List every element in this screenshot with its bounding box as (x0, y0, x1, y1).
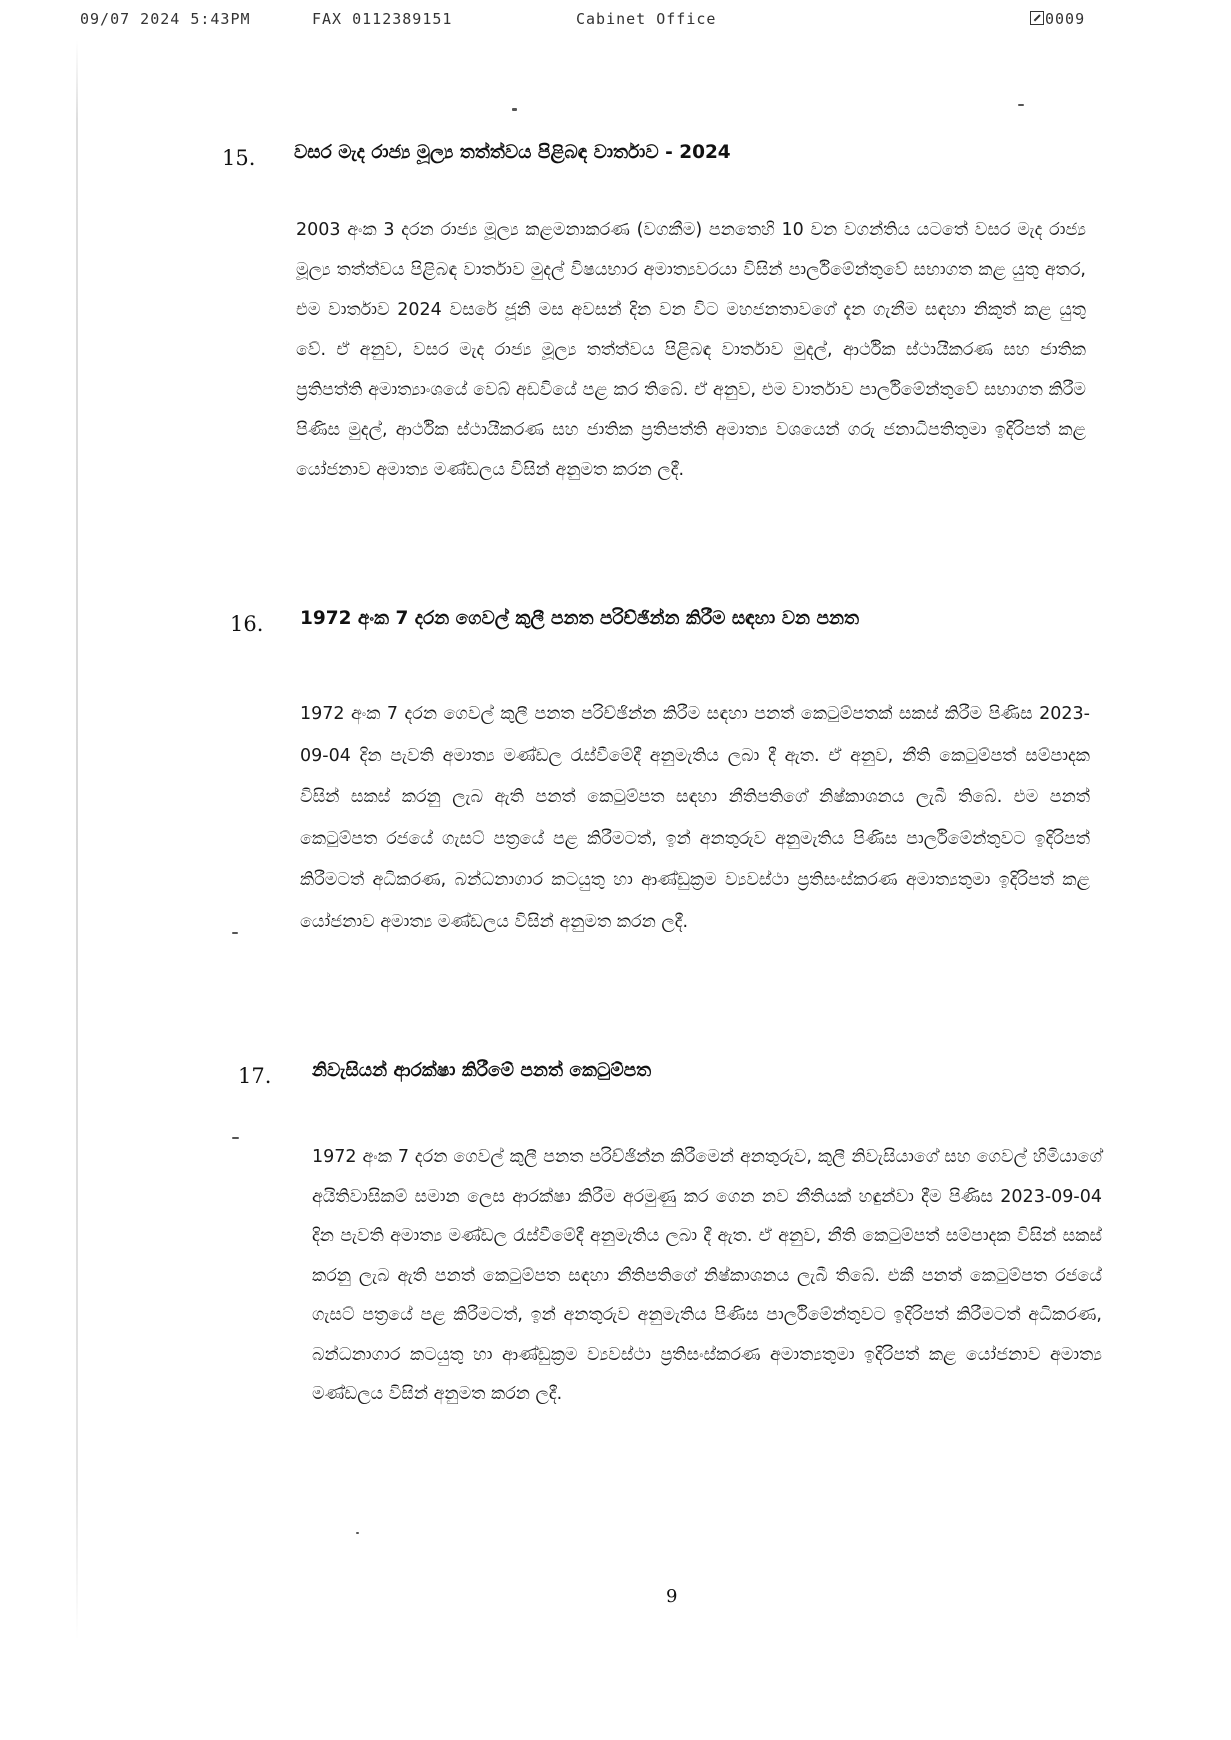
scan-margin-line (76, 40, 78, 1640)
scan-speck (232, 932, 238, 934)
fax-page-ref-number: 0009 (1045, 10, 1086, 28)
section-title-17: නිවැසියන් ආරක්ෂා කිරීමේ පනත් කෙටුම්පත (312, 1060, 652, 1081)
scan-speck (1018, 104, 1024, 106)
section-title-15: වසර මැද රාජ්‍ය මූල්‍ය තත්ත්වය පිළිබඳ වාර්තාව - 2024 (294, 142, 731, 163)
fax-page-ref (1030, 10, 1086, 28)
scan-speck (512, 108, 517, 111)
section-body-16: 1972 අංක 7 දරන ගෙවල් කුලී පනත පරිච්ඡින්න කිරීම සඳහා පනත් කෙටුම්පතක් සකස් කිරීම පිණිස 2023-09-04 දින පැවති අමාත්‍ය මණ්ඩල රැස්වීමේදී අනුමැතිය ලබා දී ඇත. ඒ අනුව, නීති කෙටුම්පත් සම්පාදක විසින් සකස් කරනු ලැබ ඇති පනත් කෙටුම්පත සඳහා නීතිපතිගේ නිෂ්කාශනය ලැබී තිබේ. එම පනත් කෙටුම්පත රජයේ ගැසට් පත්‍රයේ පළ කිරීමටත්, ඉන් අනතුරුව අනුමැතිය පිණිස පාර්ලිමේන්තුවට ඉදිරිපත් කිරීමටත් අධිකරණ, බන්ධනාගාර කටයුතු හා ආණ්ඩුක්‍රම ව්‍යවස්ථා ප්‍රතිසංස්කරණ අමාත්‍යතුමා ඉදිරිපත් කළ යෝජනාව අමාත්‍ය මණ්ඩලය විසින් අනුමත කරන ලදී. (300, 704, 1090, 932)
section-number-16: 16. (230, 612, 264, 636)
scan-speck (356, 1532, 359, 1534)
section-number-17: 17. (238, 1064, 272, 1088)
section-body-17: 1972 අංක 7 දරන ගෙවල් කුලී පනත පරිච්ඡින්න කිරීමෙන් අනතුරුව, කුලී නිවැසියාගේ සහ ගෙවල් හිමියාගේ අයිතිවාසිකම් සමාන ලෙස ආරක්ෂා කිරීම අරමුණු කර ගෙන නව නීතියක් හඳුන්වා දීම පිණිස 2023-09-04 දින පැවති අමාත්‍ය මණ්ඩල රැස්වීමේදී අනුමැතිය ලබා දී ඇත. ඒ අනුව, නීති කෙටුම්පත් සම්පාදක විසින් සකස් කරනු ලැබ ඇති පනත් කෙටුම්පත සඳහා නීතිපතිගේ නිෂ්කාශනය ලැබී තිබේ. එකී පනත් කෙටුම්පත රජයේ ගැසට් පත්‍රයේ පළ කිරීමටත්, ඉන් අනතුරුව අනුමැතිය පිණිස පාර්ලිමේන්තුවට ඉදිරිපත් කිරීමටත් අධිකරණ, බන්ධනාගාර කටයුතු හා ආණ්ඩුක්‍රම ව්‍යවස්ථා ප්‍රතිසංස්කරණ අමාත්‍යතුමා ඉදිරිපත් කළ යෝජනාව අමාත්‍ය මණ්ඩලය විසින් අනුමත කරන ලදී. (312, 1147, 1102, 1404)
section-body-15: 2003 අංක 3 දරන රාජ්‍ය මූල්‍ය කළමනාකරණ (වගකීම) පනතෙහි 10 වන වගන්තිය යටතේ වසර මැද රාජ්‍ය මූල්‍ය තත්ත්වය පිළිබඳ වාර්තාව මුදල් විෂයභාර අමාත්‍යවරයා විසින් පාර්ලිමේන්තුවේ සභාගත කළ යුතු අතර, එම වාර්තාව 2024 වසරේ ජූනි මස අවසන් දින වන විට මහජනතාවගේ දැන ගැනීම සඳහා නිකුත් කළ යුතු වේ. ඒ අනුව, වසර මැද රාජ්‍ය මූල්‍ය තත්ත්වය පිළිබඳ වාර්තාව මුදල්, ආර්ථික ස්ථායීකරණ සහ ජාතික ප්‍රතිපත්ති අමාත්‍යාංශයේ වෙබ් අඩවියේ පළ කර තිබේ. ඒ අනුව, එම වාර්තාව පාර්ලිමේන්තුවේ සභාගත කිරීම පිණිස මුදල්, ආර්ථික ස්ථායීකරණ සහ ජාතික ප්‍රතිපත්ති අමාත්‍ය වශයෙන් ගරු ජනාධිපතිතුමා ඉදිරිපත් කළ යෝජනාව අමාත්‍ය මණ්ඩලය විසින් අනුමත කරන ලදී. (296, 220, 1086, 480)
fax-datetime: 09/07 2024 5:43PM (80, 10, 251, 28)
page-number: 9 (666, 1586, 678, 1607)
checkbox-icon (1030, 11, 1044, 25)
fax-number: FAX 0112389151 (312, 10, 453, 28)
section-number-15: 15. (222, 146, 256, 170)
fax-header (80, 10, 1086, 34)
scan-speck (232, 1137, 239, 1139)
section-title-16: 1972 අංක 7 දරන ගෙවල් කුලී පනත පරිච්ඡින්න කිරීම සඳහා වන පනත (300, 608, 860, 629)
fax-sender-office: Cabinet Office (576, 10, 717, 28)
